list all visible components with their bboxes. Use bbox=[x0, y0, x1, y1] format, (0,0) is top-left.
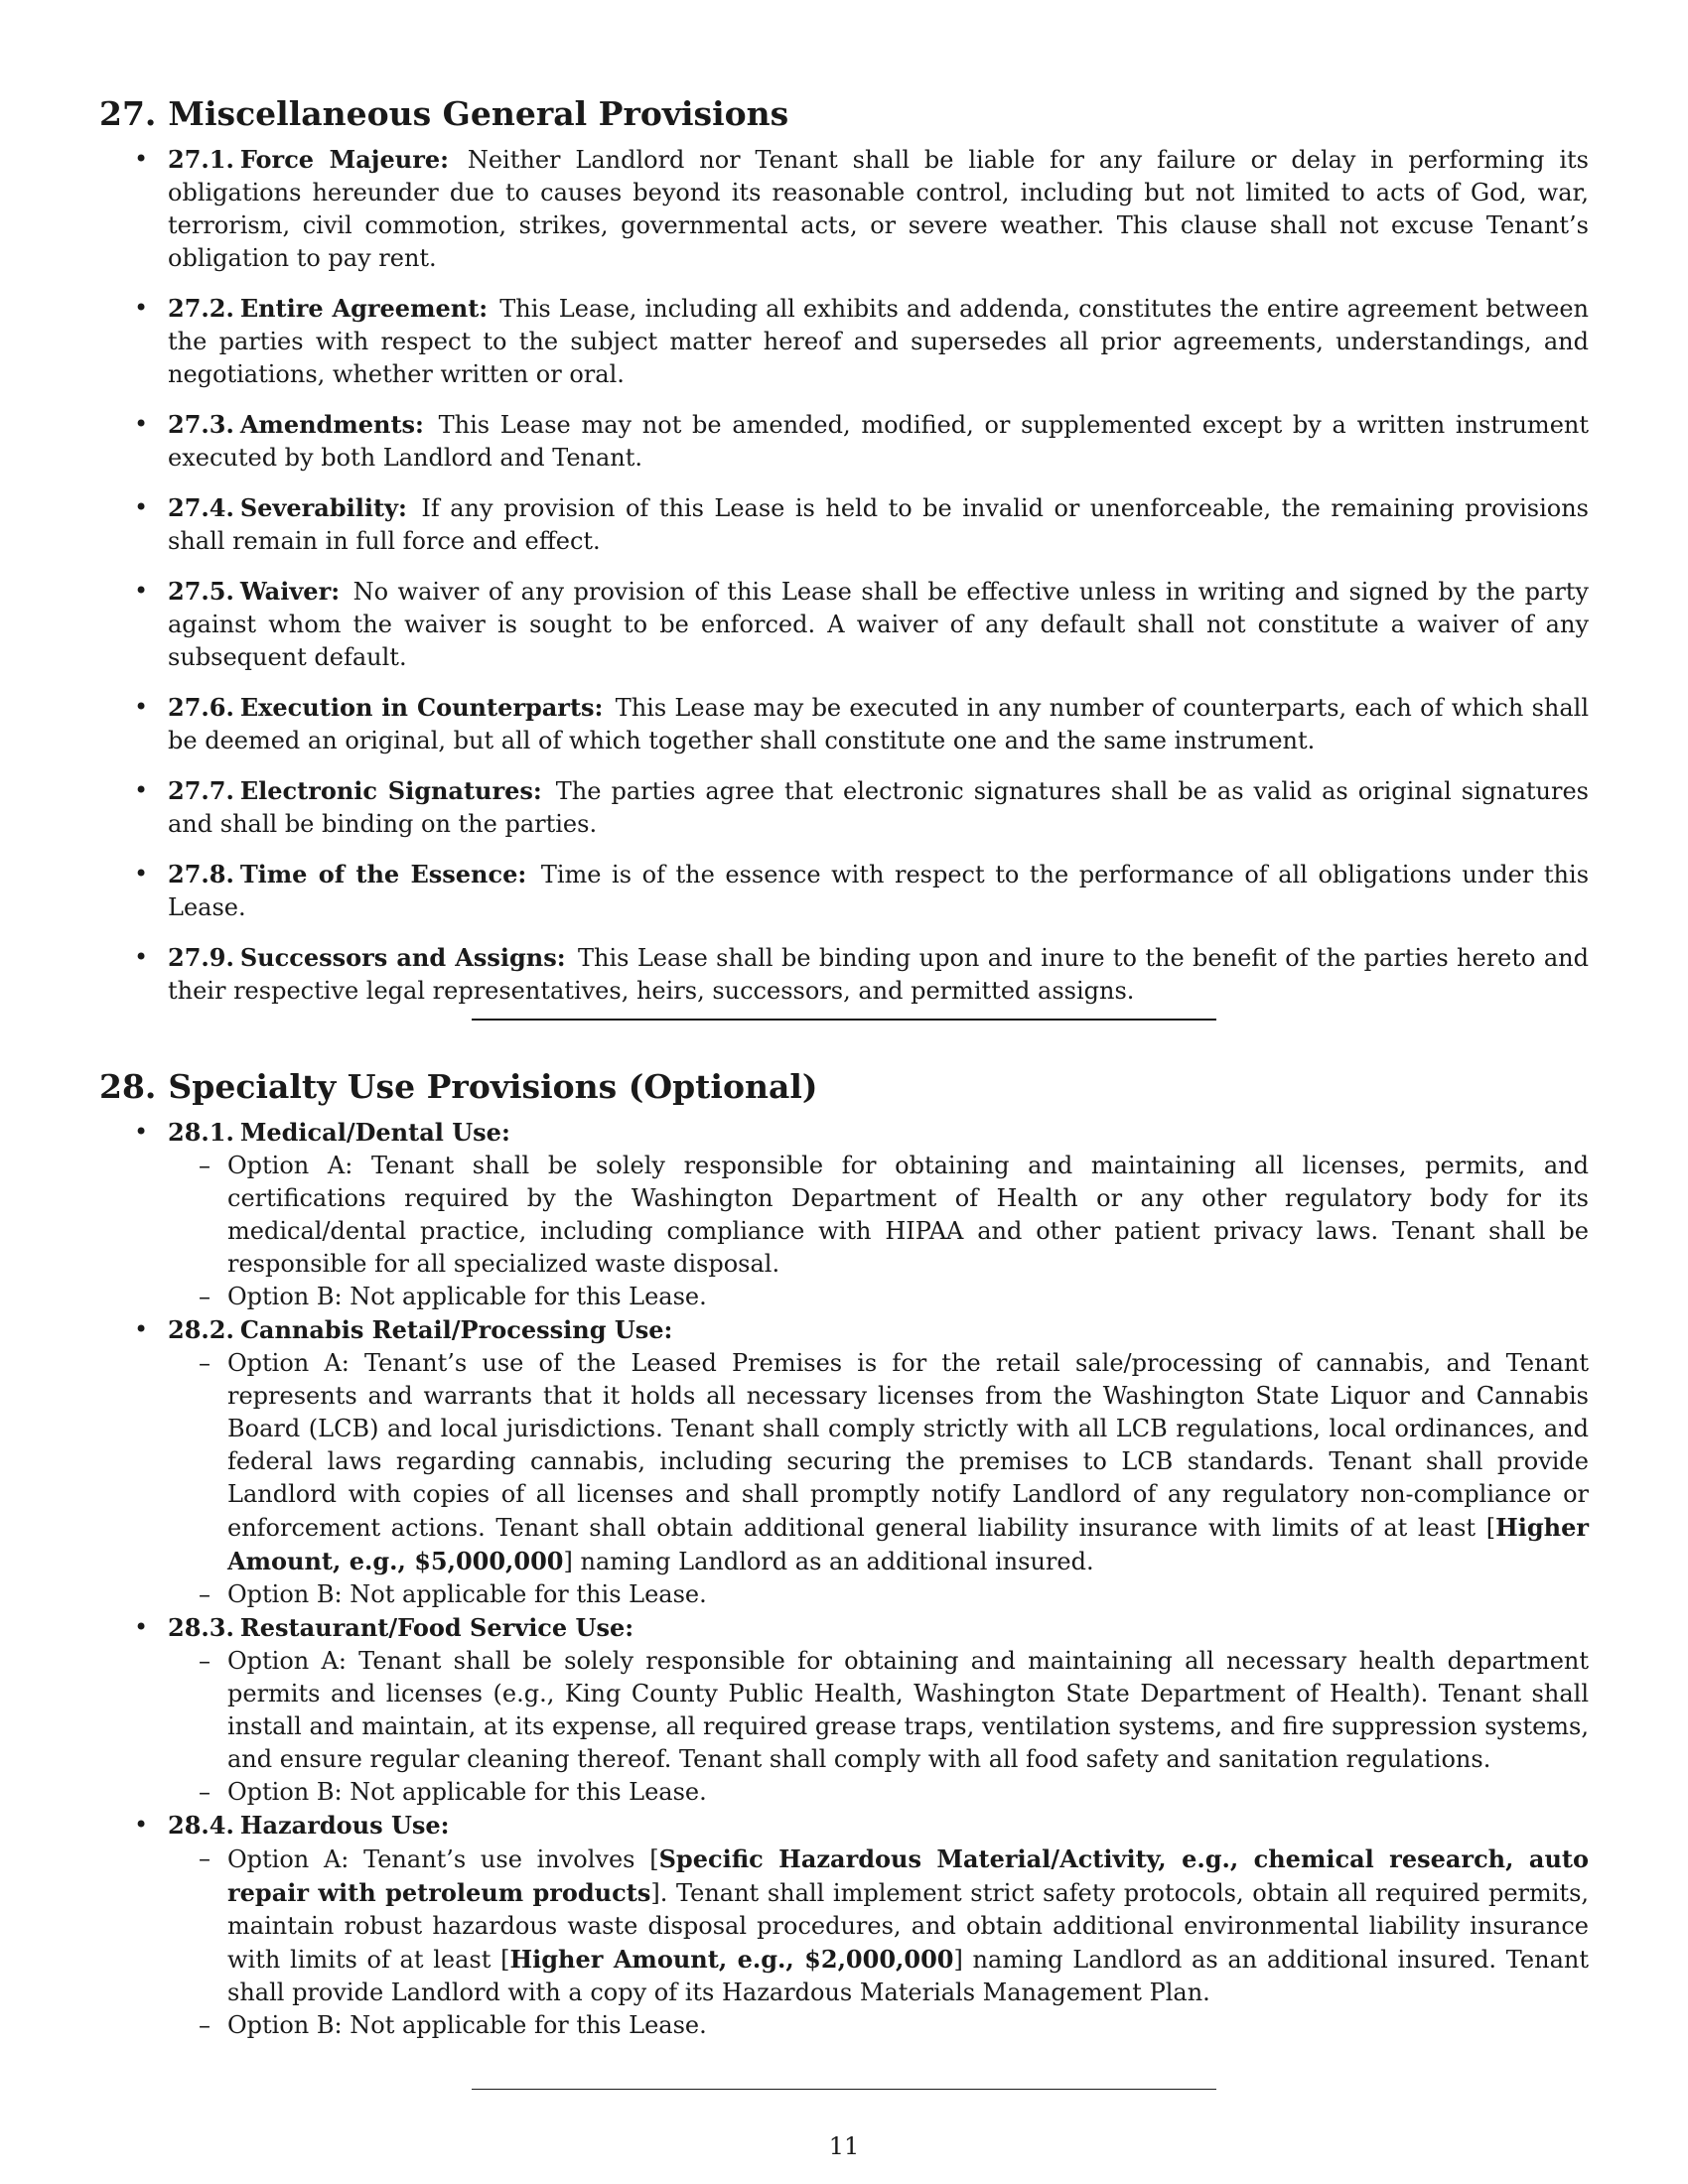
provision-27-4: • 27.4. Severability: If any provision of this Lease is held to be invalid or unenforceable, the remaining provisions shall remain in full force and effect. bbox=[99, 491, 1589, 558]
provision-27-7: • 27.7. Electronic Signatures: The parties agree that electronic signatures shall be as valid as original signatures and shall be binding on the parties. bbox=[99, 774, 1589, 841]
placeholder-activity: Specific Hazardous Material/Activity, e.g., chemical research, auto repair with petroleum products bbox=[227, 1844, 1589, 1907]
options-list bbox=[168, 1843, 1589, 2042]
provision-27-5: • 27.5. Waiver: No waiver of any provision of this Lease shall be effective unless in writing and signed by the party against whom the waiver is sought to be enforced. A waiver of any default shall not constitute a waiver of any subsequent default. bbox=[99, 575, 1589, 674]
options-list bbox=[168, 1347, 1589, 1611]
option-b: – Option B: Not applicable for this Lease. bbox=[168, 1281, 1589, 1313]
section-28-heading: 28. Specialty Use Provisions (Optional) bbox=[99, 1067, 818, 1106]
option-a: – Option A: Tenant’s use involves [Specific Hazardous Material/Activity, e.g., chemical research, auto repair with petroleum products]. Tenant shall implement strict safety protocols, obtain all required permits, maintain robust hazardous waste disposal procedures, and obtain additional environmental liability insurance with limits of at least [Higher Amount, e.g., $2,000,000] naming Landlord as an additional insured. Tenant shall provide Landlord with a copy of its Hazardous Materials Management Plan. bbox=[168, 1843, 1589, 2009]
provision-27-6: • 27.6. Execution in Counterparts: This Lease may be executed in any number of counterparts, each of which shall be deemed an original, but all of which together shall constitute one and the same instrument. bbox=[99, 691, 1589, 757]
provision-27-3: • 27.3. Amendments: This Lease may not be amended, modified, or supplemented except by a written instrument executed by both Landlord and Tenant. bbox=[99, 408, 1589, 475]
provision-28-1: • 28.1. Medical/Dental Use: – Option A: Tenant shall be solely responsible for obtaining and maintaining all licenses, permits, and certifications required by the Washington Department of Health or any other regulatory body for its medical/dental practice, including compliance with HIPAA and other patient privacy laws. Tenant shall be responsible for all specialized waste disposal. – Option B: Not applicable for this Lease. bbox=[99, 1116, 1589, 1313]
placeholder-amount: Higher Amount, e.g., $5,000,000 bbox=[227, 1513, 1589, 1575]
section-divider bbox=[472, 2089, 1216, 2090]
option-a: – Option A: Tenant shall be solely responsible for obtaining and maintaining all necessary health department permits and licenses (e.g., King County Public Health, Washington State Department of Health). Tenant shall install and maintain, at its expense, all required grease traps, ventilation systems, and fire suppression systems, and ensure regular cleaning thereof. Tenant shall comply with all food safety and sanitation regulations. bbox=[168, 1645, 1589, 1776]
option-b: – Option B: Not applicable for this Lease. bbox=[168, 2009, 1589, 2042]
provision-28-3: • 28.3. Restaurant/Food Service Use: – Option A: Tenant shall be solely responsible for obtaining and maintaining all necessary health department permits and licenses (e.g., King County Public Health, Washington State Department of Health). Tenant shall install and maintain, at its expense, all required grease traps, ventilation systems, and fire suppression systems, and ensure regular cleaning thereof. Tenant shall comply with all food safety and sanitation regulations. – Option B: Not applicable for this Lease. bbox=[99, 1611, 1589, 1809]
provision-27-1: • 27.1. Force Majeure: Neither Landlord nor Tenant shall be liable for any failure or delay in performing its obligations hereunder due to causes beyond its reasonable control, including but not limited to acts of God, war, terrorism, civil commotion, strikes, governmental acts, or severe weather. This clause shall not excuse Tenant’s obligation to pay rent. bbox=[99, 143, 1589, 275]
section-27-list bbox=[99, 143, 1589, 1008]
option-b: – Option B: Not applicable for this Lease. bbox=[168, 1578, 1589, 1611]
provision-28-4: • 28.4. Hazardous Use: – Option A: Tenant’s use involves [Specific Hazardous Material/Activity, e.g., chemical research, auto repair with petroleum products]. Tenant shall implement strict safety protocols, obtain all required permits, maintain robust hazardous waste disposal procedures, and obtain additional environmental liability insurance with limits of at least [Higher Amount, e.g., $2,000,000] naming Landlord as an additional insured. Tenant shall provide Landlord with a copy of its Hazardous Materials Management Plan. – Option B: Not applicable for this Lease. bbox=[99, 1809, 1589, 2042]
provision-27-2: • 27.2. Entire Agreement: This Lease, including all exhibits and addenda, constitutes the entire agreement between the parties with respect to the subject matter hereof and supersedes all prior agreements, understandings, and negotiations, whether written or oral. bbox=[99, 292, 1589, 391]
page-number: 11 bbox=[828, 2132, 860, 2160]
provision-27-9: • 27.9. Successors and Assigns: This Lease shall be binding upon and inure to the benefit of the parties hereto and their respective legal representatives, heirs, successors, and permitted assigns. bbox=[99, 941, 1589, 1008]
option-a: – Option A: Tenant shall be solely responsible for obtaining and maintaining all licenses, permits, and certifications required by the Washington Department of Health or any other regulatory body for its medical/dental practice, including compliance with HIPAA and other patient privacy laws. Tenant shall be responsible for all specialized waste disposal. bbox=[168, 1150, 1589, 1281]
option-b: – Option B: Not applicable for this Lease. bbox=[168, 1776, 1589, 1809]
section-divider bbox=[472, 1019, 1216, 1021]
options-list bbox=[168, 1645, 1589, 1809]
options-list bbox=[168, 1150, 1589, 1313]
section-28 bbox=[99, 1064, 1589, 2042]
option-a: – Option A: Tenant’s use of the Leased Premises is for the retail sale/processing of cannabis, and Tenant represents and warrants that it holds all necessary licenses from the Washington State Liquor and Cannabis Board (LCB) and local jurisdictions. Tenant shall comply strictly with all LCB regulations, local ordinances, and federal laws regarding cannabis, including securing the premises to LCB standards. Tenant shall provide Landlord with copies of all licenses and shall promptly notify Landlord of any regulatory non-compliance or enforcement actions. Tenant shall obtain additional general liability insurance with limits of at least [Higher Amount, e.g., $5,000,000] naming Landlord as an additional insured. bbox=[168, 1347, 1589, 1578]
section-28-list bbox=[99, 1116, 1589, 2042]
document-page bbox=[99, 91, 1589, 1024]
provision-27-8: • 27.8. Time of the Essence: Time is of the essence with respect to the performance of all obligations under this Lease. bbox=[99, 858, 1589, 924]
section-27-heading: 27. Miscellaneous General Provisions bbox=[99, 94, 789, 133]
provision-28-2: • 28.2. Cannabis Retail/Processing Use: – Option A: Tenant’s use of the Leased Premises is for the retail sale/processing of cannabis, and Tenant represents and warrants that it holds all necessary licenses from the Washington State Liquor and Cannabis Board (LCB) and local jurisdictions. Tenant shall comply strictly with all LCB regulations, local ordinances, and federal laws regarding cannabis, including securing the premises to LCB standards. Tenant shall provide Landlord with copies of all licenses and shall promptly notify Landlord of any regulatory non-compliance or enforcement actions. Tenant shall obtain additional general liability insurance with limits of at least [Higher Amount, e.g., $5,000,000] naming Landlord as an additional insured. – Option B: Not applicable for this Lease. bbox=[99, 1313, 1589, 1611]
placeholder-amount: Higher Amount, e.g., $2,000,000 bbox=[509, 1945, 954, 1974]
